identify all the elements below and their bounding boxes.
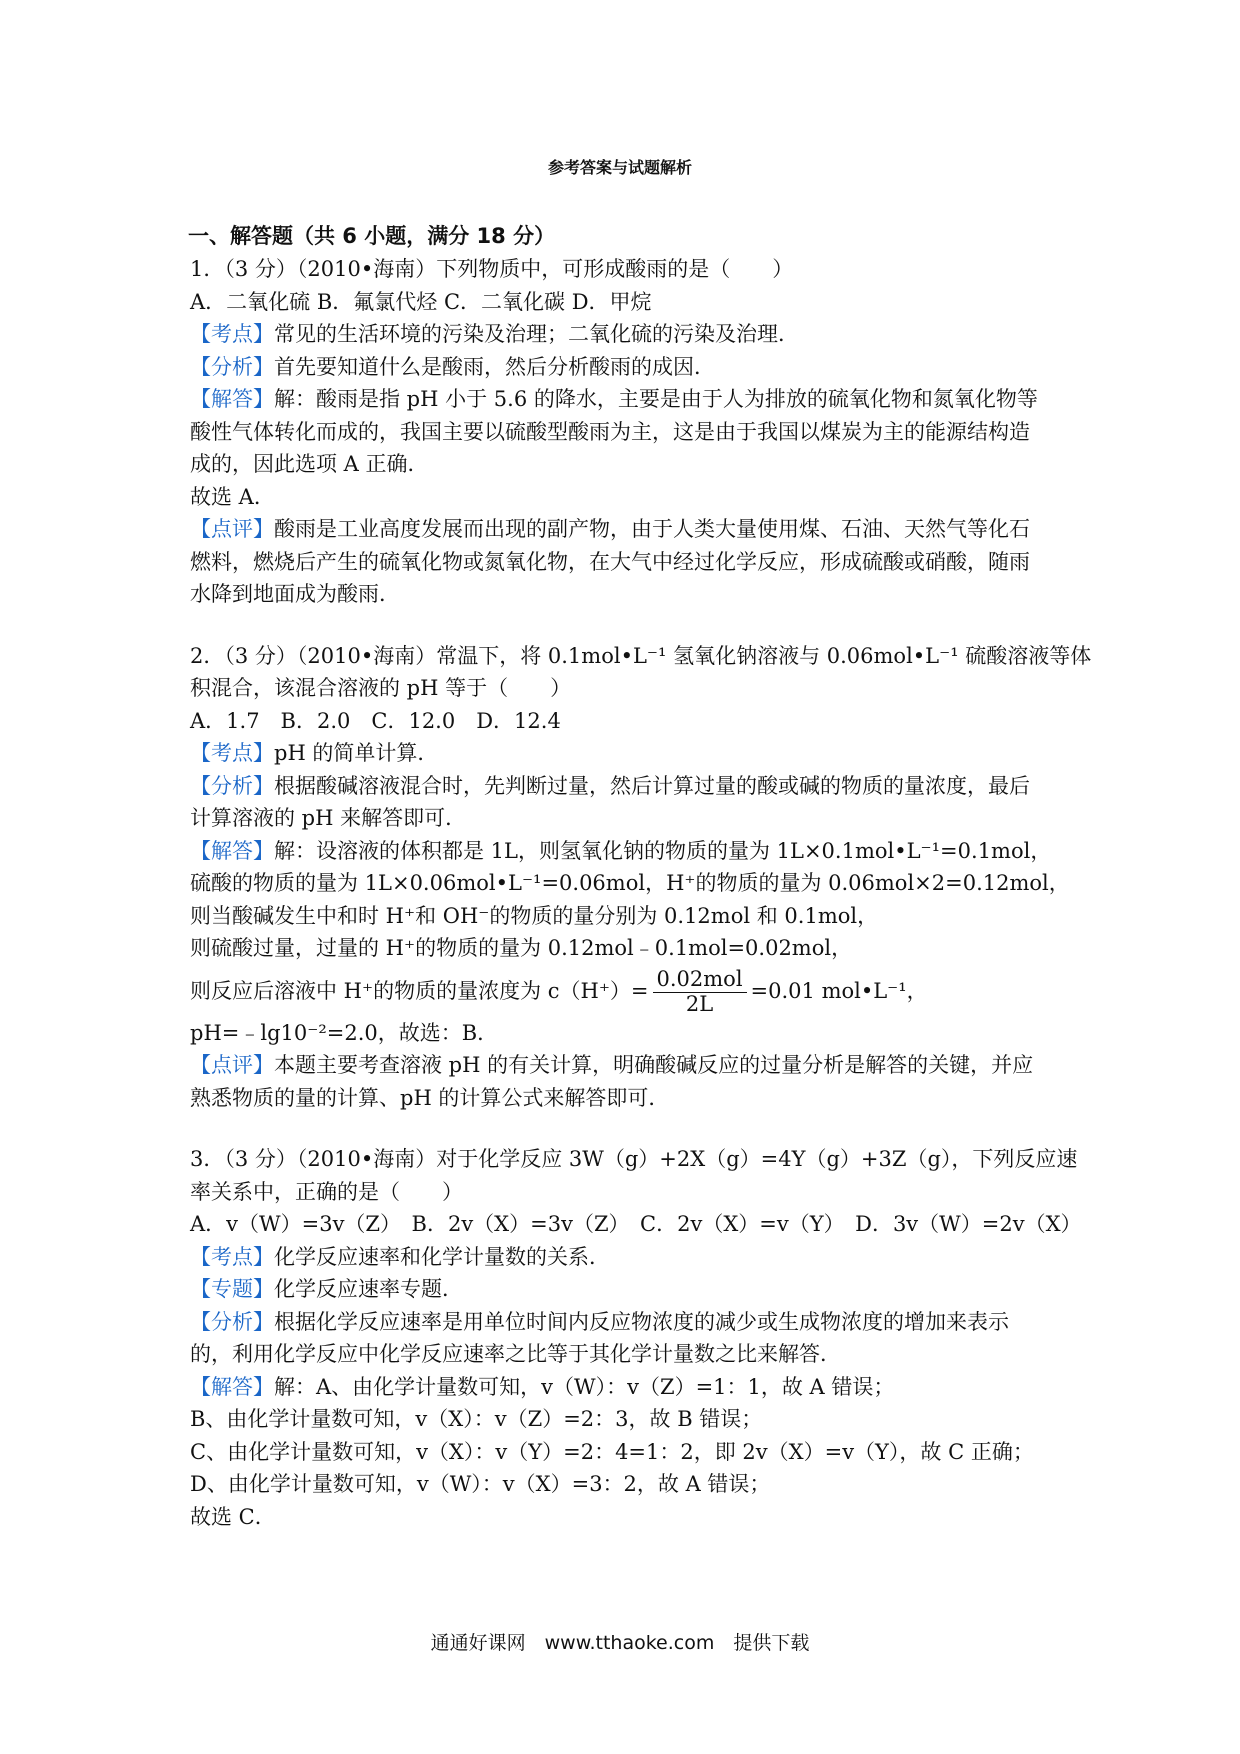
jieda-line: C、由化学计量数可知，v（X）：v（Y）=2：4=1：2，即 2v（X）=v（Y），故 C 正确； xyxy=(190,1439,1034,1464)
answer-line: 故选 A． xyxy=(190,484,275,509)
section-heading: 一、解答题（共 6 小题，满分 18 分） xyxy=(188,224,556,248)
zhuanti-tag: 【专题】 xyxy=(190,1277,274,1301)
fenxi-text: 根据酸碱溶液混合时，先判断过量，然后计算过量的酸或碱的物质的量浓度，最后 xyxy=(274,773,1030,798)
kaodian-text: 常见的生活环境的污染及治理；二氧化硫的污染及治理． xyxy=(274,322,799,346)
dianping-line: 燃料，燃烧后产生的硫氧化物或氮氧化物，在大气中经过化学反应，形成硫酸或硝酸，随雨 xyxy=(190,549,1030,574)
page-footer: 通通好课网 www.tthaoke.com 提供下载 xyxy=(430,1632,810,1654)
jieda-line: 硫酸的物质的量为 1L×0.06mol•L⁻¹=0.06mol，H⁺的物质的量为 0.06mol×2=0.12mol， xyxy=(190,871,1070,895)
dianping-line: 熟悉物质的量的计算、pH 的计算公式来解答即可． xyxy=(190,1085,670,1110)
fraction-prefix: 则反应后溶液中 H⁺的物质的量浓度为 c（H⁺）= xyxy=(190,978,649,1003)
dianping-text: 本题主要考查溶液 pH 的有关计算，明确酸碱反应的过量分析是解答的关键，并应 xyxy=(274,1053,1034,1077)
question-stem: 2．（3 分）（2010•海南）常温下，将 0.1mol•L⁻¹ 氢氧化钠溶液与 0.06mol•L⁻¹ 硫酸溶液等体 xyxy=(190,643,1092,668)
dianping-tag: 【点评】 xyxy=(190,517,274,541)
fraction-numerator: 0.02mol xyxy=(653,968,747,992)
question-stem: 率关系中，正确的是（ ） xyxy=(190,1179,463,1204)
answer-line: 故选 C． xyxy=(190,1504,276,1529)
question-options: A．v（W）=3v（Z） B．2v（X）=3v（Z） C．2v（X）=v（Y） D．3v（W）=2v（X） xyxy=(190,1212,1082,1236)
dianping-text: 酸雨是工业高度发展而出现的副产物，由于人类大量使用煤、石油、天然气等化石 xyxy=(274,517,1030,541)
jieda-line: 酸性气体转化而成的，我国主要以硫酸型酸雨为主，这是由于我国以煤炭为主的能源结构造 xyxy=(190,419,1030,444)
kaodian-text: pH 的简单计算． xyxy=(274,741,439,765)
dianping-line xyxy=(190,513,1060,546)
fenxi-line: 的，利用化学反应中化学反应速率之比等于其化学计量数之比来解答． xyxy=(190,1342,841,1366)
kaodian-line xyxy=(190,318,1060,351)
fenxi-line xyxy=(190,770,1060,803)
jieda-line: D、由化学计量数可知，v（W）：v（X）=3：2，故 A 错误； xyxy=(190,1472,771,1496)
jieda-line xyxy=(190,383,1060,416)
jieda-line: 成的，因此选项 A 正确． xyxy=(190,452,429,476)
fenxi-line xyxy=(190,351,1060,384)
fenxi-tag: 【分析】 xyxy=(190,354,274,379)
question-options: A．二氧化硫 B．氟氯代烃 C．二氧化碳 D．甲烷 xyxy=(190,289,652,314)
zhuanti-line xyxy=(190,1273,1060,1306)
fenxi-tag: 【分析】 xyxy=(190,1309,274,1334)
question-2 xyxy=(190,640,1092,1115)
question-1 xyxy=(190,253,1060,611)
jieda-line: 则硫酸过量，过量的 H⁺的物质的量为 0.12mol﹣0.1mol=0.02mol， xyxy=(190,936,853,960)
fenxi-text: 根据化学反应速率是用单位时间内反应物浓度的减少或生成物浓度的增加来表示 xyxy=(274,1309,1009,1334)
fraction-line xyxy=(190,965,1060,1017)
kaodian-text: 化学反应速率和化学计量数的关系． xyxy=(274,1244,610,1269)
question-3 xyxy=(190,1143,1082,1533)
kaodian-line xyxy=(190,737,1060,770)
document-body xyxy=(190,253,1092,1562)
jieda-text: 解：酸雨是指 pH 小于 5.6 的降水，主要是由于人为排放的硫氧化物和氮氧化物等 xyxy=(274,387,1038,411)
zhuanti-text: 化学反应速率专题． xyxy=(274,1277,463,1301)
jieda-line: B、由化学计量数可知，v（X）：v（Z）=2：3，故 B 错误； xyxy=(190,1407,763,1431)
kaodian-tag: 【考点】 xyxy=(190,741,274,765)
fenxi-tag: 【分析】 xyxy=(190,773,274,798)
jieda-tag: 【解答】 xyxy=(190,1374,274,1399)
dianping-tag: 【点评】 xyxy=(190,1053,274,1077)
fenxi-line xyxy=(190,1306,1060,1339)
fraction-suffix: =0.01 mol•L⁻¹， xyxy=(750,978,928,1003)
page-title: 参考答案与试题解析 xyxy=(547,158,692,177)
jieda-text: 解：设溶液的体积都是 1L，则氢氧化钠的物质的量为 1L×0.1mol•L⁻¹=0.1mol， xyxy=(274,838,1052,863)
question-options: A．1.7 B．2.0 C．12.0 D．12.4 xyxy=(190,708,561,733)
kaodian-tag: 【考点】 xyxy=(190,1244,274,1269)
dianping-line xyxy=(190,1049,1060,1082)
dianping-line: 水降到地面成为酸雨． xyxy=(190,582,400,606)
jieda-tag: 【解答】 xyxy=(190,838,274,863)
fenxi-line: 计算溶液的 pH 来解答即可． xyxy=(190,806,467,830)
kaodian-tag: 【考点】 xyxy=(190,322,274,346)
kaodian-line xyxy=(190,1241,1060,1274)
jieda-line xyxy=(190,1371,1060,1404)
question-stem: 1．（3 分）（2010•海南）下列物质中，可形成酸雨的是（ ） xyxy=(190,257,794,281)
jieda-tag: 【解答】 xyxy=(190,387,274,411)
jieda-line xyxy=(190,835,1060,868)
question-stem: 3．（3 分）（2010•海南）对于化学反应 3W（g）+2X（g）=4Y（g）+3Z（g），下列反应速 xyxy=(190,1147,1078,1171)
jieda-line: 则当酸碱发生中和时 H⁺和 OH⁻的物质的量分别为 0.12mol 和 0.1mol， xyxy=(190,903,879,928)
answer-line: pH=﹣lg10⁻²=2.0，故选：B． xyxy=(190,1020,499,1045)
fenxi-text: 首先要知道什么是酸雨，然后分析酸雨的成因． xyxy=(274,354,715,379)
question-stem: 积混合，该混合溶液的 pH 等于（ ） xyxy=(190,676,572,700)
fraction-denominator: 2L xyxy=(685,991,714,1016)
fraction xyxy=(653,968,747,1015)
jieda-text: 解：A、由化学计量数可知，v（W）：v（Z）=1：1，故 A 错误； xyxy=(274,1374,895,1399)
